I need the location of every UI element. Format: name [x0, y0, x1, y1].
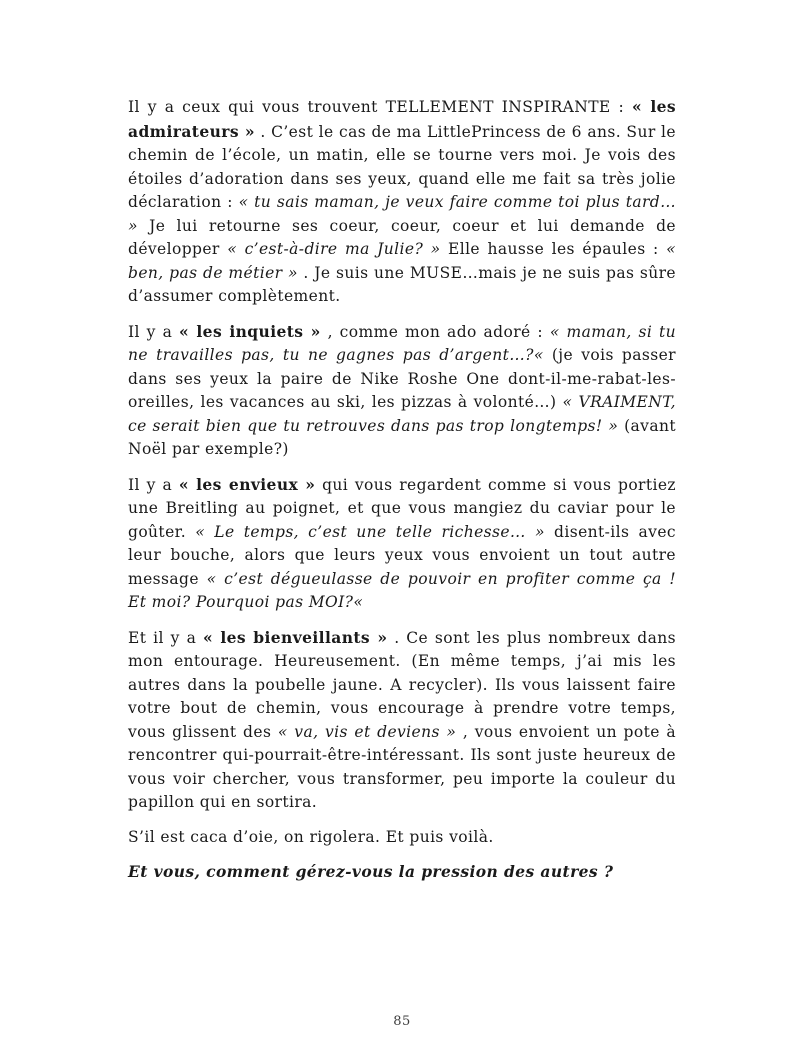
text-run: Il y a ceux qui vous trouvent TELLEMENT INSPIRANTE : — [128, 98, 632, 116]
text-run: « c’est dégueulasse de pouvoir en profiter comme ça ! Et moi? Pourquoi pas MOI?« — [128, 569, 676, 611]
text-run: disent-ils avec leur bouche, alors que leurs yeux vous envoient un tout autre message — [128, 522, 676, 588]
paragraph — [128, 473, 676, 615]
text-run: « c’est-à-dire ma Julie? » — [227, 240, 441, 258]
text-run: « les admirateurs » — [128, 97, 677, 141]
text-body — [128, 95, 676, 885]
paragraph — [128, 826, 676, 850]
text-run: « Le temps, c’est une telle richesse… » — [195, 522, 545, 541]
text-run: Il y a — [128, 322, 180, 341]
text-run: « tu sais maman, je veux faire comme toi plus tard… » — [128, 193, 676, 235]
text-run: (je vois passer dans ses yeux la paire de Nike Roshe One dont-il-me-rabat-les-oreilles, les vacances au ski, les pizzas à volonté…) — [128, 346, 676, 411]
text-run: « ben, pas de métier » — [128, 240, 677, 282]
text-run: . Je suis une MUSE…mais je ne suis pas sûre d’assumer complètement. — [128, 263, 676, 305]
paragraph — [128, 626, 676, 815]
paragraph — [128, 860, 676, 885]
text-run: « va, vis et deviens » — [277, 722, 457, 741]
text-run: , vous envoient un pote à rencontrer qui-pourrait-être-intéressant. Ils sont juste heureux de vous voir chercher, vous transformer, peu importe la couleur du papillon qui en sortira. — [128, 722, 676, 811]
text-run: Et il y a — [128, 628, 203, 647]
text-run: . C’est le cas de ma LittlePrincess de 6 ans. Sur le chemin de l’école, un matin, elle se tourne vers moi. Je vois des étoiles d’adoration dans ses yeux, quand elle me fait sa très jolie déclaration : — [128, 122, 676, 211]
page-footer — [128, 1014, 676, 1030]
text-run: qui vous regardent comme si vous portiez une Breitling au poignet, et que vous mangiez du caviar pour le goûter. — [128, 475, 676, 541]
text-run: Il y a — [128, 475, 179, 494]
text-run: « VRAIMENT, ce serait bien que tu retrouves dans pas trop longtemps! » — [128, 393, 676, 435]
paragraph — [128, 95, 676, 309]
text-run: Et vous, comment gérez-vous la pression des autres ? — [128, 862, 614, 881]
paragraph — [128, 320, 676, 462]
text-run: . Ce sont les plus nombreux dans mon entourage. Heureusement. (En même temps, j’ai mis les autres dans la poubelle jaune. A recycler). Ils vous laissent faire votre bout de chemin, vous encourage à prendre votre temps, vous glissent des — [128, 628, 676, 741]
text-run: (avant Noël par exemple?) — [128, 416, 676, 458]
text-run: « les envieux » — [178, 474, 316, 494]
text-run: , comme mon ado adoré : — [320, 322, 550, 341]
page-number: 85 — [393, 1014, 411, 1029]
text-run: Je lui retourne ses coeur, coeur, coeur et lui demande de développer — [128, 216, 676, 258]
text-run: Elle hausse les épaules : — [440, 240, 667, 258]
text-run: S’il est caca d’oie, on rigolera. Et puis voilà. — [128, 827, 494, 846]
text-run: « les inquiets » — [179, 321, 321, 341]
text-run: « les bienveillants » — [203, 627, 388, 647]
text-run: « maman, si tu ne travailles pas, tu ne gagnes pas d’argent…?« — [128, 322, 676, 364]
